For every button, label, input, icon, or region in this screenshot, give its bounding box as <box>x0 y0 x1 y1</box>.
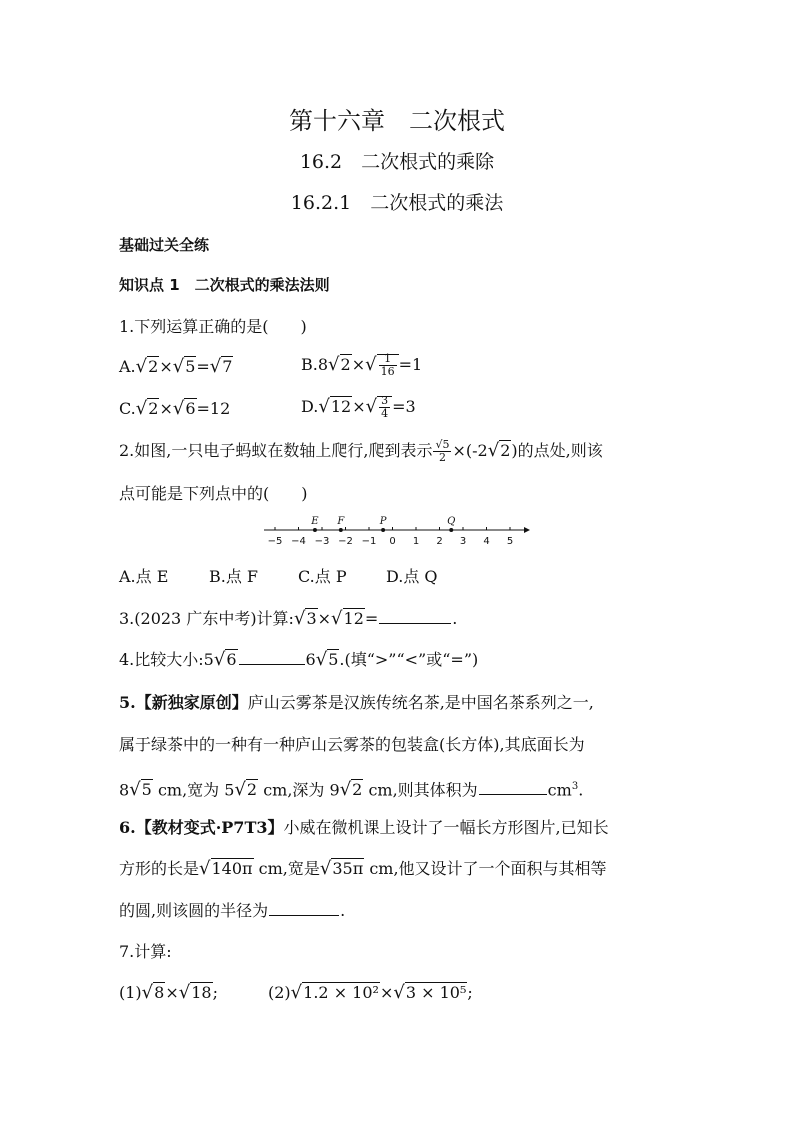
q2-option-a: A.点 E <box>119 567 169 586</box>
practice-heading: 基础过关全练 <box>119 236 210 254</box>
q2-stem-line2: 点可能是下列点中的( ) <box>119 484 308 503</box>
q5-line2: 属于绿茶中的一种有一种庐山云雾茶的包装盒(长方体),其底面长为 <box>119 735 585 754</box>
q6-line3: 的圆,则该圆的半径为 . <box>119 901 346 920</box>
q2-options <box>119 565 438 589</box>
point-p-label: P <box>379 516 387 527</box>
q5-line1: 5.【新独家原创】庐山云雾茶是汉族传统名茶,是中国名茶系列之一, <box>119 693 594 712</box>
q7-stem: 7.计算: <box>119 942 172 961</box>
axis-tick-label: 3 <box>459 536 467 547</box>
q7-part2: (2)√1.2 × 10²×√3 × 10⁵; <box>268 982 473 1003</box>
axis-tick-label: −1 <box>361 536 377 547</box>
q7-part1: (1)√8×√18; <box>119 982 218 1003</box>
axis-tick-label: 1 <box>412 536 420 547</box>
q3-answer-blank[interactable] <box>379 609 451 624</box>
number-line-figure <box>262 510 532 550</box>
q3: 3.(2023 广东中考)计算:√3×√12= . <box>119 608 458 629</box>
knowledge-point-heading: 知识点 1 二次根式的乘法法则 <box>119 276 330 294</box>
point-f-label: F <box>337 516 345 527</box>
q1-option-b: B.8√2×√ $\frac{1}{16}$ =1 <box>301 352 423 378</box>
axis-tick-label: 0 <box>389 536 396 547</box>
q6-answer-blank[interactable] <box>269 901 339 916</box>
axis-tick-label: −2 <box>338 536 353 547</box>
axis-arrow-icon <box>524 527 530 533</box>
axis-tick-label: 2 <box>436 536 443 547</box>
q5-answer-blank[interactable] <box>479 780 547 795</box>
point-e-dot <box>313 528 317 532</box>
axis-tick-label: −4 <box>291 536 306 547</box>
q2-option-c: C.点 P <box>298 567 347 586</box>
q1-option-c: C.√2×√6=12 <box>119 398 231 419</box>
q2-option-b: B.点 F <box>209 567 259 586</box>
point-e-label: E <box>311 516 319 527</box>
point-f-dot <box>339 528 343 532</box>
q1-option-a: A.√2×√5=√7 <box>119 356 233 377</box>
q1-option-d: D.√12×√ $\frac{3}{4}$ =3 <box>301 394 416 420</box>
axis-tick-label: −5 <box>267 536 283 547</box>
q4: 4.比较大小:5√6 6√5.(填“>”“<”或“=”) <box>119 649 479 670</box>
point-q-label: Q <box>447 516 456 527</box>
subsection-title: 16.2.1 二次根式的乘法 <box>290 192 504 214</box>
q2-option-d: D.点 Q <box>386 567 438 586</box>
q2-stem-line1: 2.如图,一只电子蚂蚁在数轴上爬行,爬到表示 $\frac{√5}{2}$ ×(-2√2)的点处,则该 <box>119 438 603 464</box>
point-q-dot <box>449 528 453 532</box>
axis-tick-label: 4 <box>483 536 490 547</box>
axis-tick-label: 5 <box>506 536 514 547</box>
section-title: 16.2 二次根式的乘除 <box>299 151 495 173</box>
q5-line3: 8√5 cm,宽为 5√2 cm,深为 9√2 cm,则其体积为 $cm^3$. <box>119 779 584 801</box>
point-p-dot <box>381 528 385 532</box>
q4-answer-blank[interactable] <box>239 650 305 665</box>
q1-stem: 1.下列运算正确的是( ) <box>119 317 307 336</box>
axis-tick-label: −3 <box>314 536 330 547</box>
q6-line2: 方形的长是√140π cm,宽是√35π cm,他又设计了一个面积与其相等 <box>119 858 607 879</box>
q6-line1: 6.【教材变式·P7T3】小威在微机课上设计了一幅长方形图片,已知长 <box>119 818 609 837</box>
chapter-title: 第十六章 二次根式 <box>289 107 505 135</box>
